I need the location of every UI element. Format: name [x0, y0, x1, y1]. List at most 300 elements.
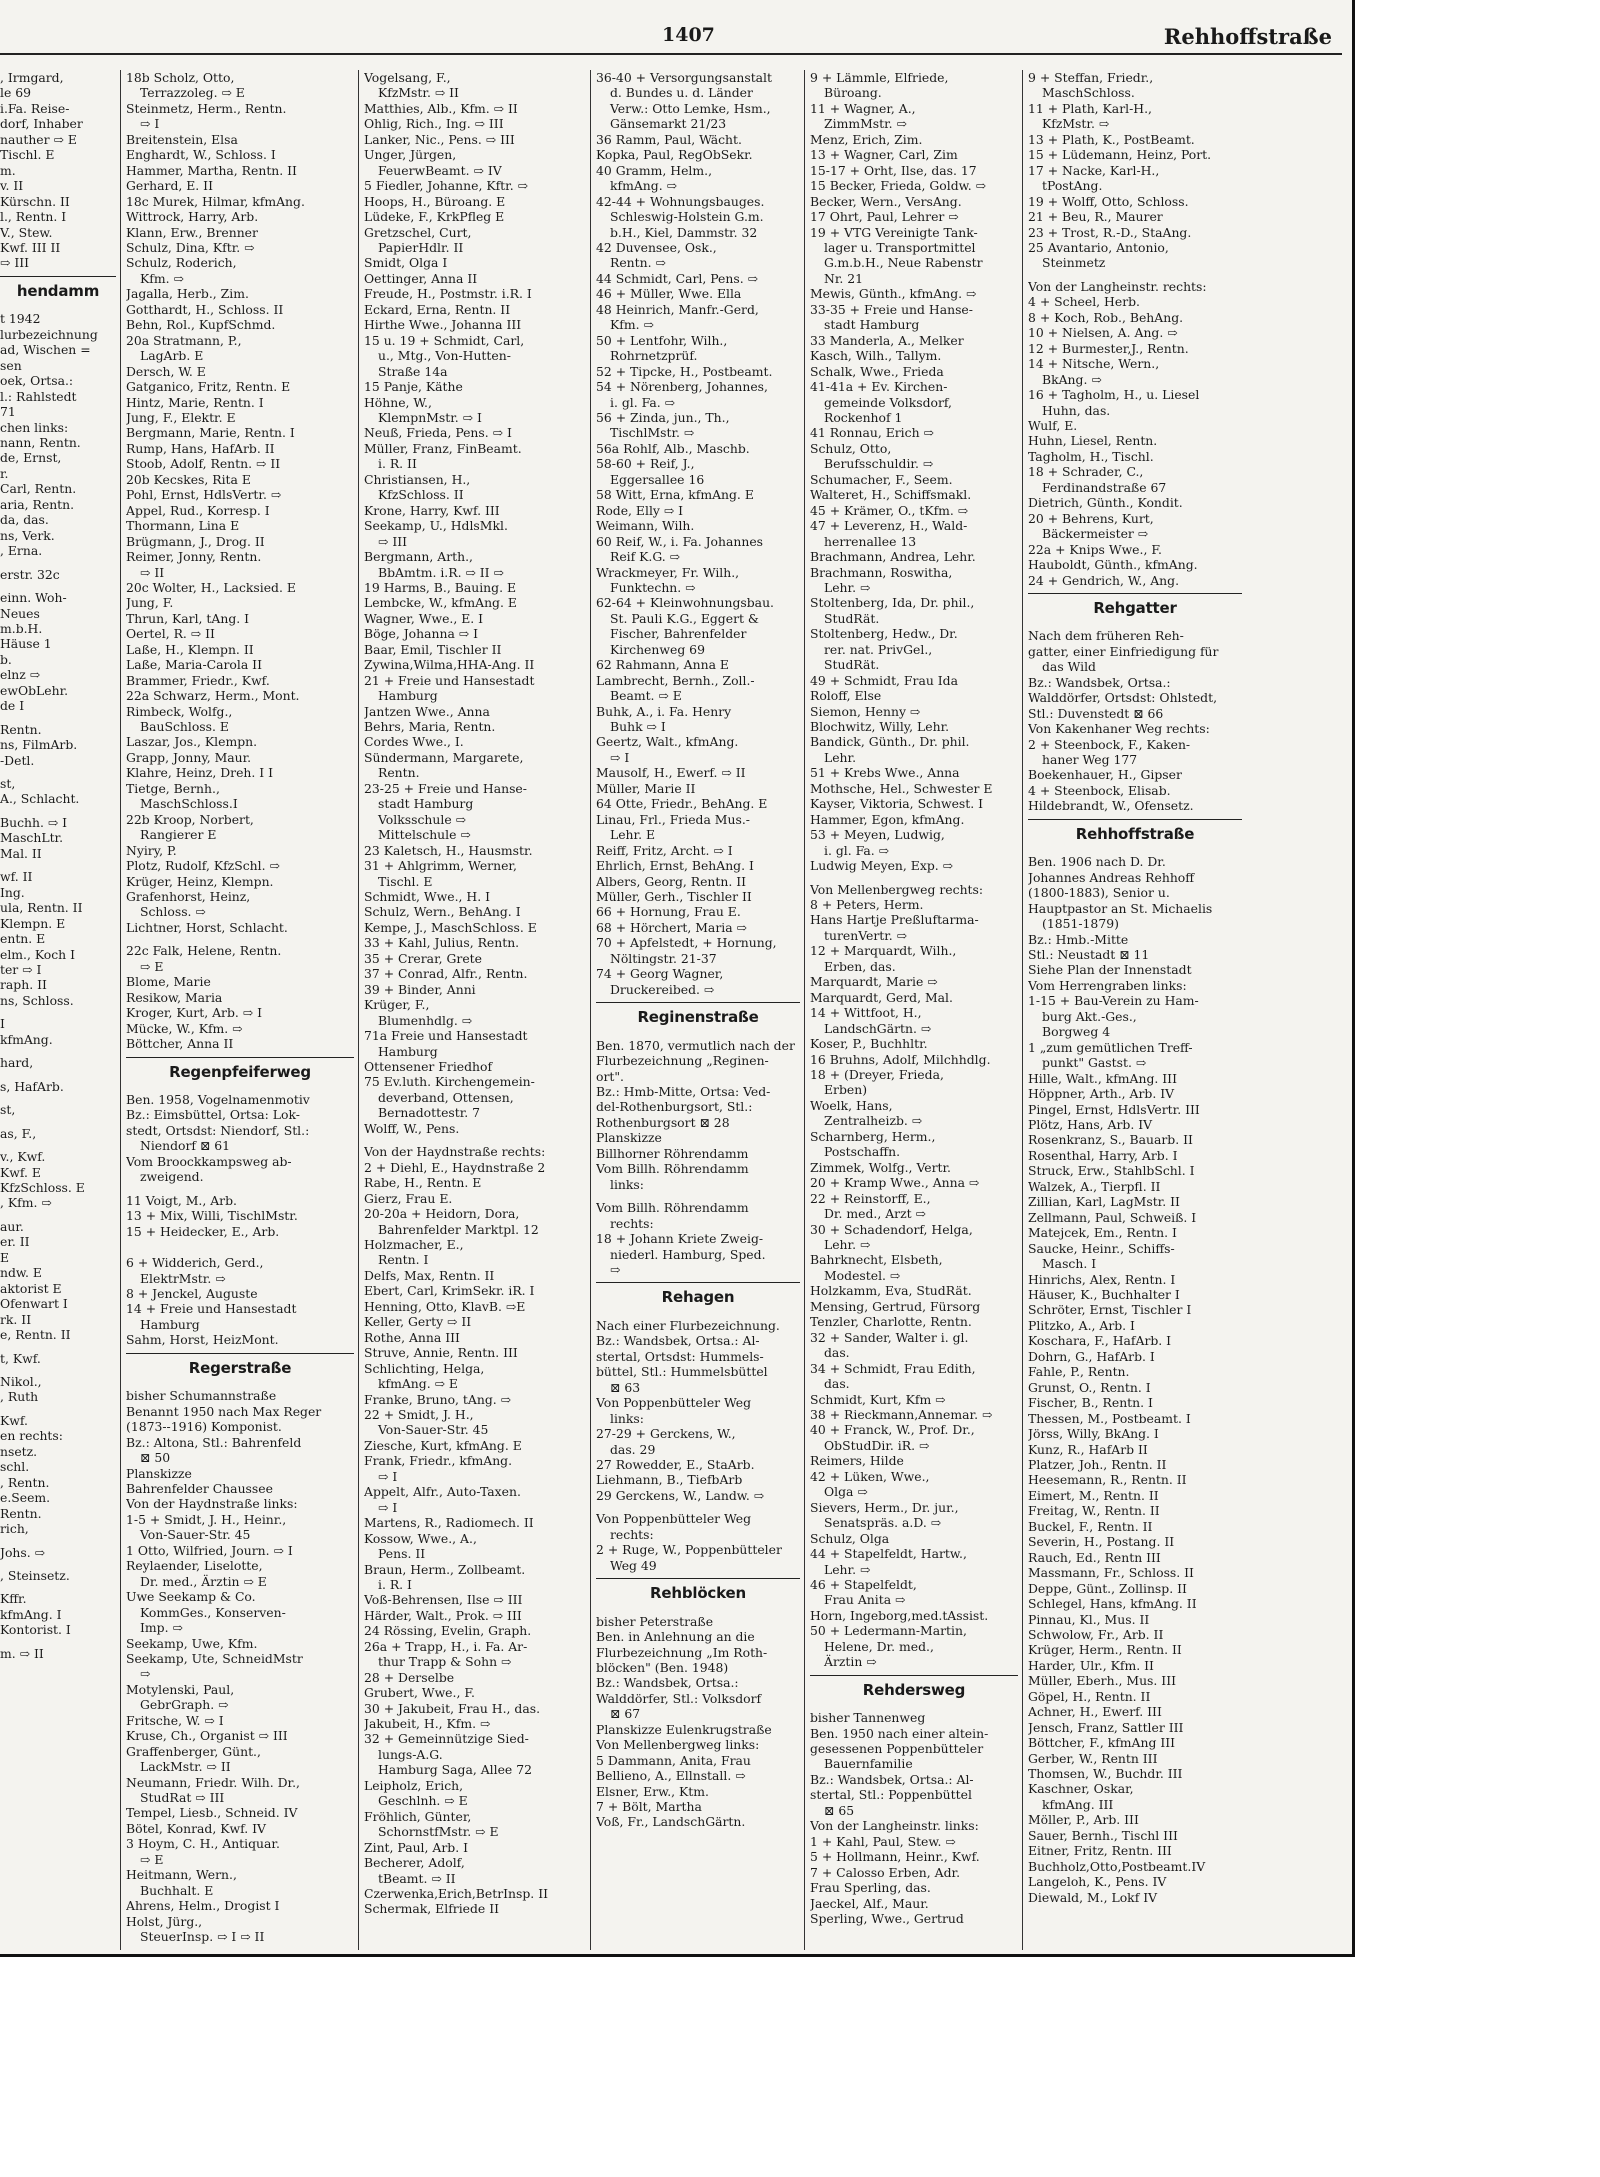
spacer [364, 1136, 586, 1144]
directory-line: 30 + Schadendorf, Helga, [810, 1221, 973, 1237]
directory-line: 9 + Lämmle, Elfriede, [810, 70, 949, 85]
directory-line: KfzMstr. ⇨ [1042, 116, 1110, 132]
directory-line: st, [0, 776, 16, 792]
directory-line: Jaeckel, Alf., Maur. [810, 1895, 929, 1911]
directory-line: 29 Gerckens, W., Landw. ⇨ [596, 1487, 765, 1503]
spacer [0, 714, 116, 722]
directory-line: Plotz, Rudolf, KfzSchl. ⇨ [126, 858, 280, 874]
directory-line: Gerhard, E. II [126, 178, 213, 194]
directory-line: Mewis, Günth., kfmAng. ⇨ [810, 286, 977, 302]
directory-line: 15-17 + Orht, Ilse, das. 17 [810, 162, 977, 178]
directory-line: Neuß, Frieda, Pens. ⇨ I [364, 425, 512, 441]
directory-line: Weg 49 [610, 1557, 657, 1573]
directory-line: Johannes Andreas Rehhoff [1028, 869, 1195, 885]
directory-line: Massmann, Fr., Schloss. II [1028, 1565, 1194, 1581]
directory-line: Platzer, Joh., Rentn. II [1028, 1456, 1167, 1472]
directory-line: Cordes Wwe., I. [364, 734, 464, 750]
spacer [810, 1702, 1018, 1710]
directory-line: Grapp, Jonny, Maur. [126, 749, 252, 765]
directory-line: 51 + Krebs Wwe., Anna [810, 765, 960, 781]
directory-line: Hamburg Saga, Allee 72 [378, 1762, 532, 1778]
directory-line: 27 Rowedder, E., StaArb. [596, 1456, 755, 1472]
directory-line: 8 + Jenckel, Auguste [126, 1285, 258, 1301]
directory-line: Mittelschule ⇨ [378, 827, 471, 843]
directory-line: Kfm. ⇨ [610, 317, 654, 333]
directory-line: 5 Fiedler, Johanne, Kftr. ⇨ [364, 178, 528, 194]
directory-line: Hamburg [378, 688, 438, 704]
directory-line: Frank, Friedr., kfmAng. [364, 1453, 513, 1469]
directory-line: StudRat ⇨ III [140, 1790, 225, 1806]
directory-line: Hammer, Egon, kfmAng. [810, 811, 965, 827]
directory-line: Von-Sauer-Str. 45 [378, 1422, 489, 1438]
directory-line: Zint, Paul, Arb. I [364, 1839, 468, 1855]
directory-line: stertal, Ortsdst: Hummels- [596, 1348, 764, 1364]
directory-line: Häuse 1 [0, 636, 52, 652]
directory-line: Frau Sperling, das. [810, 1880, 931, 1896]
directory-line: Druckereibed. ⇨ [610, 981, 715, 997]
directory-line: Zentralheizb. ⇨ [824, 1113, 923, 1129]
directory-line: ⊠ 63 [610, 1379, 641, 1395]
directory-line: Kwf. [0, 1412, 28, 1428]
directory-line: V., Stew. [0, 224, 53, 240]
directory-line: er. II [0, 1234, 30, 1250]
directory-line: Reiff, Fritz, Archt. ⇨ I [596, 842, 733, 858]
directory-line: 36-40 + Versorgungsanstalt [596, 70, 773, 85]
directory-line: Lambrecht, Bernh., Zoll.- [596, 672, 755, 688]
directory-line: da, das. [0, 512, 49, 528]
directory-line: Tempel, Liesb., Schneid. IV [126, 1805, 298, 1821]
directory-line: haner Weg 177 [1042, 752, 1138, 768]
directory-line: StudRät. [824, 657, 880, 673]
directory-line: Heesemann, R., Rentn. II [1028, 1472, 1187, 1488]
directory-line: erstr. 32c [0, 566, 60, 582]
directory-line: 16 Bruhns, Adolf, Milchhdlg. [810, 1051, 991, 1067]
spacer [126, 1247, 354, 1255]
directory-line: oek, Ortsa.: [0, 373, 74, 389]
directory-line: 15 + Heidecker, E., Arb. [126, 1223, 280, 1239]
directory-column-1 [126, 70, 354, 1955]
directory-line: Stl.: Neustadt ⊠ 11 [1028, 947, 1150, 963]
spacer [126, 1185, 354, 1193]
directory-line: l., Rentn. I [0, 209, 67, 225]
directory-line: i. R. II [378, 456, 417, 472]
directory-line: 70 + Apfelstedt, + Hornung, [596, 935, 777, 951]
directory-line: Scharnberg, Herm., [810, 1128, 936, 1144]
directory-line: Holzmacher, E., [364, 1236, 464, 1252]
directory-line: ⇨ E [140, 1851, 164, 1867]
directory-line: Hirthe Wwe., Johanna III [364, 317, 522, 333]
directory-line: Schulz, Roderich, [126, 255, 237, 271]
directory-line: Rauch, Ed., Rentn III [1028, 1549, 1161, 1565]
directory-line: Buchh. ⇨ I [0, 814, 68, 830]
directory-line: Sündermann, Margarete, [364, 749, 524, 765]
directory-line: ewObLehr. [0, 682, 69, 698]
section-rule [126, 1353, 354, 1354]
spacer [1028, 846, 1242, 854]
directory-line: 15 Becker, Frieda, Goldw. ⇨ [810, 178, 987, 194]
directory-line: Kempe, J., MaschSchloss. E [364, 919, 537, 935]
directory-line: v. II [0, 178, 24, 194]
directory-line: Mothsche, Hel., Schwester E [810, 780, 993, 796]
directory-line: Krüger, F., [364, 997, 430, 1013]
directory-line: rich, [0, 1521, 29, 1537]
directory-line: Schröter, Ernst, Tischler I [1028, 1302, 1192, 1318]
directory-line: tBeamt. ⇨ II [378, 1870, 456, 1886]
directory-line: Mensing, Gertrud, Fürsorg [810, 1298, 981, 1314]
directory-line: St. Pauli K.G., Eggert & [610, 610, 759, 626]
directory-line: 21 + Freie und Hansestadt [364, 672, 535, 688]
directory-line: Krüger, Herm., Rentn. II [1028, 1642, 1182, 1658]
directory-line: Siehe Plan der Innenstadt [1028, 962, 1192, 978]
directory-line: blöcken" (Ben. 1948) [596, 1659, 729, 1675]
directory-line: einn. Woh- [0, 590, 67, 606]
directory-line: Schumacher, F., Seem. [810, 471, 953, 487]
directory-line: 26a + Trapp, H., i. Fa. Ar- [364, 1638, 528, 1654]
directory-line: Fröhlich, Günter, [364, 1808, 472, 1824]
directory-line: Schulz, Otto, [810, 440, 892, 456]
directory-line: b.H., Kiel, Dammstr. 32 [610, 224, 758, 240]
directory-line: Seekamp, U., HdlsMkl. [364, 518, 508, 534]
directory-line: Kffr. [0, 1591, 27, 1607]
directory-line: 20 + Behrens, Kurt, [1028, 510, 1154, 526]
directory-line: Gretzschel, Curt, [364, 224, 472, 240]
directory-column-4 [810, 70, 1018, 1955]
directory-line: Tagholm, H., Tischl. [1028, 448, 1154, 464]
directory-line: Kontorist. I [0, 1622, 71, 1638]
directory-line: Dietrich, Günth., Kondit. [1028, 495, 1183, 511]
directory-line: m.b.H. [0, 620, 43, 636]
directory-line: Schmidt, Kurt, Kfm ⇨ [810, 1391, 946, 1407]
spacer [596, 1606, 800, 1614]
directory-line: Hinrichs, Alex, Rentn. I [1028, 1271, 1176, 1287]
directory-line: Dohrn, G., HafArb. I [1028, 1348, 1155, 1364]
directory-line: 1 „zum gemütlichen Treff- [1028, 1039, 1193, 1055]
column-divider [1022, 70, 1023, 1950]
directory-line: Breitenstein, Elsa [126, 131, 238, 147]
directory-line: Voß, Fr., LandschGärtn. [596, 1814, 746, 1830]
spacer [0, 1405, 116, 1413]
directory-line: Brammer, Friedr., Kwf. [126, 672, 270, 688]
directory-line: Elsner, Erw., Ktm. [596, 1783, 709, 1799]
directory-line: Von Mellenbergweg links: [596, 1737, 760, 1753]
directory-line: 9 + Steffan, Friedr., [1028, 70, 1154, 85]
directory-line: A., Schlacht. [0, 791, 80, 807]
directory-line: Boekenhauer, H., Gipser [1028, 767, 1182, 783]
street-heading: Rehhoffstraße [1075, 824, 1195, 843]
directory-line: Möller, P., Arb. III [1028, 1812, 1139, 1828]
directory-line: Ferdinandstraße 67 [1042, 479, 1167, 495]
spacer [0, 582, 116, 590]
directory-line: ns, Schloss. [0, 992, 74, 1008]
directory-line: 22b Kroop, Norbert, [126, 811, 254, 827]
directory-line: lurbezeichnung [0, 326, 98, 342]
directory-line: 13 + Plath, K., PostBeamt. [1028, 131, 1195, 147]
directory-line: Matejcek, Em., Rentn. I [1028, 1225, 1177, 1241]
directory-line: Severin, H., Postang. II [1028, 1534, 1175, 1550]
directory-line: Kruse, Ch., Organist ⇨ III [126, 1728, 288, 1744]
directory-line: stadt Hamburg [378, 796, 474, 812]
directory-line: t, Kwf. [0, 1350, 41, 1366]
directory-line: Freitag, W., Rentn. II [1028, 1503, 1160, 1519]
directory-line: gesessenen Poppenbütteler [810, 1741, 984, 1757]
directory-line: Planskizze Eulenkrugstraße [596, 1721, 772, 1737]
directory-line: SteuerInsp. ⇨ I ⇨ II [140, 1929, 265, 1945]
directory-line: Wittrock, Harry, Arb. [126, 209, 259, 225]
directory-line: 14 + Freie und Hansestadt [126, 1301, 297, 1317]
directory-line: Henning, Otto, KlavB. ⇨E [364, 1298, 526, 1314]
directory-line: Gierz, Frau E. [364, 1190, 453, 1206]
directory-line: 32 + Sander, Walter i. gl. [810, 1329, 969, 1345]
directory-line: Volksschule ⇨ [378, 811, 466, 827]
directory-line: Achner, H., Ewerf. III [1028, 1704, 1162, 1720]
directory-line: 1 Otto, Wilfried, Journ. ⇨ I [126, 1542, 293, 1558]
directory-line: Albers, Georg, Rentn. II [596, 873, 747, 889]
directory-line: niederl. Hamburg, Sped. [610, 1246, 766, 1262]
spacer [0, 1118, 116, 1126]
directory-line: Fischer, B., Rentn. I [1028, 1395, 1153, 1411]
directory-line: Koser, P., Buchhltr. [810, 1036, 928, 1052]
directory-line: 13 + Mix, Willi, TischlMstr. [126, 1208, 298, 1224]
directory-line: 42-44 + Wohnungsbauges. [596, 193, 765, 209]
directory-line: Christiansen, H., [364, 471, 471, 487]
directory-line: , Kfm. ⇨ [0, 1195, 52, 1211]
directory-line: ⇨ III [0, 255, 30, 271]
directory-line: 25 Avantario, Antonio, [1028, 239, 1169, 255]
directory-line: StudRät. [824, 610, 880, 626]
directory-line: , Ruth [0, 1389, 39, 1405]
directory-line: ⊠ 50 [140, 1450, 171, 1466]
spacer [0, 861, 116, 869]
page-number: 1407 [662, 24, 715, 46]
directory-line: Pens. II [378, 1546, 426, 1562]
directory-line: links: [610, 1410, 644, 1426]
directory-line: Struve, Annie, Rentn. III [364, 1345, 518, 1361]
directory-line: 39 + Binder, Anni [364, 981, 476, 997]
street-heading: Rehgatter [1093, 598, 1177, 617]
directory-line: Lehr. [824, 749, 857, 765]
directory-line: Müller, Eberh., Mus. III [1028, 1673, 1176, 1689]
section-rule [596, 1282, 800, 1283]
directory-line: das. 29 [610, 1441, 656, 1457]
directory-line: ZimmMstr. ⇨ [824, 116, 907, 132]
directory-line: nsetz. [0, 1443, 38, 1459]
directory-line: Von der Langheinstr. links: [810, 1818, 979, 1834]
directory-line: Ben. 1870, vermutlich nach der [596, 1037, 795, 1053]
directory-line: zweigend. [140, 1169, 204, 1185]
directory-line: 42 Duvensee, Osk., [596, 239, 717, 255]
directory-line: 6 + Widderich, Gerd., [126, 1255, 264, 1271]
directory-line: 71 [0, 404, 16, 420]
directory-line: Müller, Franz, FinBeamt. [364, 440, 522, 456]
directory-line: Fahle, P., Rentn. [1028, 1364, 1130, 1380]
directory-line: 71a Freie und Hansestadt [364, 1028, 528, 1044]
directory-line: Bauernfamilie [824, 1756, 913, 1772]
directory-line: Böttcher, Anna II [126, 1036, 234, 1052]
directory-line: 40 Gramm, Helm., [596, 162, 713, 178]
directory-line: elnz ⇨ [0, 667, 41, 683]
directory-line: Vom Broockkampsweg ab- [126, 1153, 292, 1169]
directory-line: Walzek, A., Tierpfl. II [1028, 1178, 1161, 1194]
directory-line: Buchholz,Otto,Postbeamt.IV [1028, 1858, 1206, 1874]
directory-line: 54 + Nörenberg, Johannes, [596, 379, 768, 395]
directory-line: Resikow, Maria [126, 989, 223, 1005]
directory-line: Jung, F., Elektr. E [126, 409, 236, 425]
directory-line: Kunz, R., HafArb II [1028, 1441, 1148, 1457]
street-heading: Rehagen [661, 1288, 735, 1307]
directory-line: Steinmetz, Herm., Rentn. [126, 100, 287, 116]
directory-line: Olga ⇨ [824, 1484, 868, 1500]
directory-line: thur Trapp & Sohn ⇨ [378, 1654, 512, 1670]
directory-line: Thomsen, W., Buchdr. III [1028, 1766, 1183, 1782]
directory-line: Plötz, Hans, Arb. IV [1028, 1117, 1153, 1132]
spacer [126, 1380, 354, 1388]
directory-line: , Irmgard, [0, 70, 64, 85]
directory-line: Klann, Erw., Brenner [126, 224, 258, 240]
directory-line: Schloss. ⇨ [140, 904, 206, 920]
directory-line: 46 + Stapelfeldt, [810, 1576, 917, 1592]
directory-line: Tischl. E [0, 147, 55, 163]
spacer [810, 874, 1018, 882]
directory-line: Siemon, Henny ⇨ [810, 703, 921, 719]
directory-line: Nach einer Flurbezeichnung. [596, 1317, 780, 1333]
directory-line: Böge, Johanna ⇨ I [364, 626, 479, 642]
running-heading: Rehhoffstraße [1163, 24, 1332, 49]
directory-line: Behrs, Maria, Rentn. [364, 719, 496, 735]
spacer [126, 1084, 354, 1092]
directory-line: Fritsche, W. ⇨ I [126, 1712, 224, 1728]
directory-line: Dersch, W. E [126, 363, 206, 379]
directory-line: FeuerwBeamt. ⇨ IV [378, 162, 502, 178]
directory-line: Rosenthal, Harry, Arb. I [1028, 1147, 1178, 1163]
directory-line: 20a Stratmann, P., [126, 332, 242, 348]
directory-line: , Steinsetz. [0, 1567, 70, 1583]
directory-line: Zellmann, Paul, Schweiß. I [1028, 1209, 1197, 1225]
spacer [0, 807, 116, 815]
directory-line: Schulz, Dina, Kftr. ⇨ [126, 239, 255, 255]
directory-line: Linau, Frl., Frieda Mus.- [596, 811, 750, 827]
directory-line: kfmAng. ⇨ [610, 178, 677, 194]
directory-line: Plitzko, A., Arb. I [1028, 1317, 1135, 1333]
directory-line: 53 + Meyen, Ludwig, [810, 827, 945, 843]
directory-line: 68 + Hörchert, Maria ⇨ [596, 919, 747, 935]
directory-line: 58-60 + Reif, J., [596, 456, 695, 472]
directory-line: Bz.: Wandsbek, Ortsa.: Al- [810, 1771, 974, 1787]
directory-line: das. [824, 1376, 850, 1392]
directory-line: v., Kwf. [0, 1149, 46, 1165]
directory-line: Niendorf ⊠ 61 [140, 1138, 231, 1154]
directory-line: Erben) [824, 1082, 868, 1098]
spacer [0, 1638, 116, 1646]
column-divider [804, 70, 805, 1950]
directory-line: Schulz, Olga [810, 1530, 890, 1546]
directory-line: SchornstfMstr. ⇨ E [378, 1824, 499, 1840]
directory-column-3 [596, 70, 800, 1955]
directory-line: Hintz, Marie, Rentn. I [126, 394, 264, 410]
directory-line: nann, Rentn. [0, 434, 81, 450]
directory-line: 22a + Knips Wwe., F. [1028, 541, 1162, 557]
directory-line: m. ⇨ II [0, 1645, 44, 1661]
directory-line: rer. nat. PrivGel., [824, 641, 933, 657]
directory-line: 8 + Koch, Rob., BehAng. [1028, 309, 1184, 325]
directory-line: u., Mtg., Von-Hutten- [378, 348, 511, 364]
directory-line: Saucke, Heinr., Schiffs- [1028, 1240, 1175, 1256]
directory-line: Bötel, Konrad, Kwf. IV [126, 1820, 266, 1836]
directory-line: 18 + Schrader, C., [1028, 464, 1144, 480]
directory-line: KfzSchloss. E [0, 1180, 85, 1195]
directory-line: Terrazzoleg. ⇨ E [140, 85, 245, 101]
directory-line: 11 Voigt, M., Arb. [126, 1192, 237, 1208]
spacer [596, 1310, 800, 1318]
directory-line: 20c Wolter, H., Lacksied. E [126, 579, 296, 595]
directory-line: Struck, Erw., StahlbSchl. I [1028, 1163, 1195, 1179]
directory-line: ns, FilmArb. [0, 737, 78, 753]
directory-line: wf. II [0, 869, 33, 885]
directory-line: aur. [0, 1218, 24, 1234]
directory-line: ad, Wischen = [0, 342, 91, 358]
directory-line: Senatspräs. a.D. ⇨ [824, 1515, 942, 1531]
directory-line: 2 + Ruge, W., Poppenbütteler [596, 1542, 782, 1558]
directory-line: Bz.: Wandsbek, Ortsa.: Al- [596, 1333, 760, 1349]
directory-line: Bergmann, Marie, Rentn. I [126, 425, 295, 441]
directory-line: 56a Rohlf, Alb., Maschb. [596, 440, 750, 456]
spacer [596, 1503, 800, 1511]
directory-line: d. Bundes u. d. Länder [610, 85, 753, 101]
directory-line: Buchhalt. E [140, 1882, 214, 1898]
directory-line: kfmAng. ⇨ E [378, 1376, 458, 1392]
directory-line: Wulf, E. [1028, 417, 1078, 433]
directory-line: lager u. Transportmittel [824, 239, 976, 255]
section-rule [0, 276, 116, 277]
directory-line: Thrun, Karl, tAng. I [126, 610, 250, 626]
directory-line: Frau Anita ⇨ [824, 1592, 906, 1608]
directory-line: Laße, Maria-Carola II [126, 657, 262, 673]
directory-line: Jensch, Franz, Sattler III [1028, 1719, 1184, 1735]
directory-line: ns, Verk. [0, 527, 55, 543]
directory-line: Masch. I [1042, 1256, 1097, 1272]
street-heading: Rehblöcken [650, 1584, 746, 1603]
directory-line: 60 Reif, W., i. Fa. Johannes [596, 533, 764, 549]
directory-line: Müller, Gerh., Tischler II [596, 889, 752, 905]
directory-line: Hammer, Martha, Rentn. II [126, 162, 297, 178]
directory-line: Billhorner Röhrendamm [596, 1145, 749, 1161]
directory-line: Mücke, W., Kfm. ⇨ [126, 1020, 243, 1036]
directory-line: Schmidt, Wwe., H. I [364, 889, 490, 905]
directory-line: Baar, Emil, Tischler II [364, 641, 502, 657]
directory-line: ⇨ II [140, 564, 165, 580]
directory-line: ⇨ III [378, 533, 408, 549]
directory-line: Rentn. [378, 765, 420, 781]
directory-line: burg Akt.-Ges., [1042, 1008, 1137, 1024]
directory-line: 49 + Schmidt, Frau Ida [810, 672, 958, 688]
directory-line: Geertz, Walt., kfmAng. [596, 734, 739, 750]
directory-line: 1 + Kahl, Paul, Stew. ⇨ [810, 1833, 956, 1849]
directory-line: ndw. E [0, 1265, 42, 1281]
directory-line: 33-35 + Freie und Hanse- [810, 301, 973, 317]
directory-line: Bz.: Eimsbüttel, Ortsa: Lok- [126, 1107, 300, 1123]
directory-line: 18 + (Dreyer, Frieda, [810, 1067, 944, 1082]
directory-line: Fischer, Bahrenfelder [610, 626, 747, 642]
directory-line: Büroang. [824, 85, 882, 101]
directory-line: ⇨ [610, 1261, 621, 1277]
directory-line: Franke, Bruno, tAng. ⇨ [364, 1391, 512, 1407]
directory-line: Lanker, Nic., Pens. ⇨ III [364, 131, 515, 147]
directory-line: 23 Kaletsch, H., Hausmstr. [364, 842, 533, 858]
directory-line: 19 + VTG Vereinigte Tank- [810, 224, 978, 240]
spacer [126, 1239, 354, 1247]
directory-line: 28 + Derselbe [364, 1669, 455, 1685]
directory-line: Pinnau, Kl., Mus. II [1028, 1611, 1150, 1627]
directory-line: rechts: [610, 1215, 654, 1231]
